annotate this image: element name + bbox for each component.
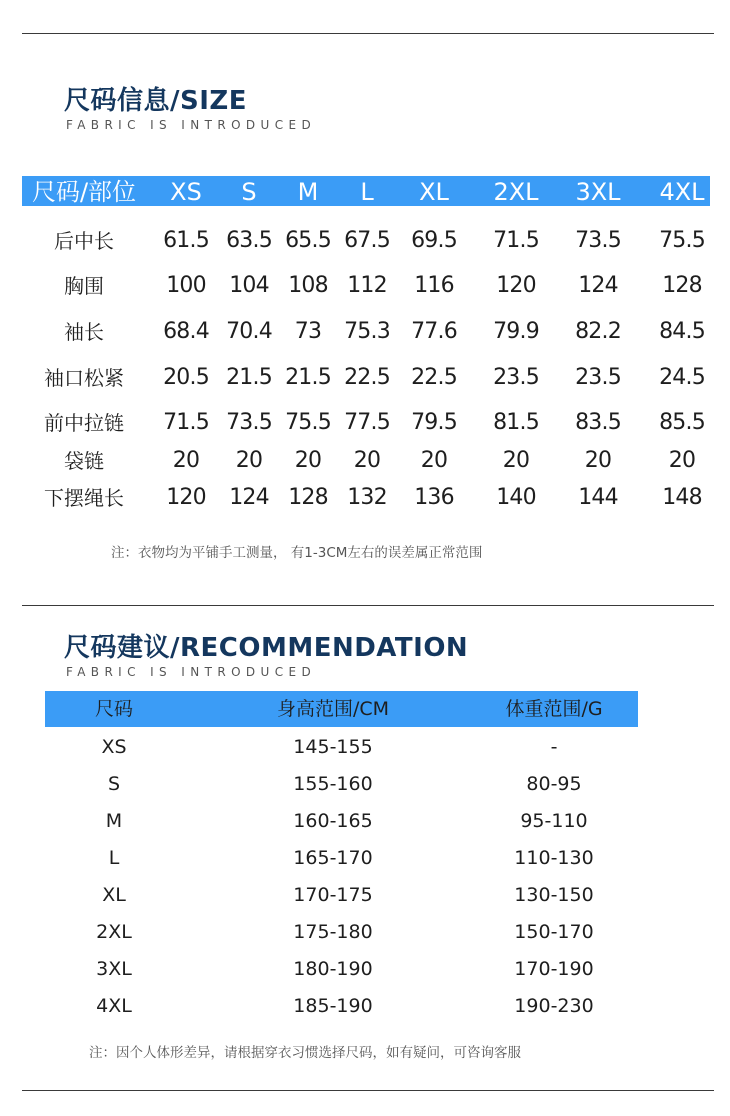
size-cell: 84.5 <box>659 319 705 344</box>
size-cell: 75.5 <box>659 228 705 253</box>
size-cell: 81.5 <box>493 410 539 435</box>
recommend-cell: 130-150 <box>514 884 594 906</box>
recommend-cell: 170-175 <box>293 884 373 906</box>
size-cell: 20 <box>294 448 322 473</box>
size-cell: 69.5 <box>411 228 457 253</box>
recommend-row-size: XL <box>102 884 126 906</box>
size-cell: 22.5 <box>344 365 390 390</box>
recommend-cell: 190-230 <box>514 995 594 1017</box>
size-cell: 23.5 <box>575 365 621 390</box>
size-cell: 20.5 <box>163 365 209 390</box>
size-cell: 23.5 <box>493 365 539 390</box>
size-cell: 128 <box>288 485 328 510</box>
size-cell: 144 <box>578 485 618 510</box>
recommend-cell: 80-95 <box>526 773 582 795</box>
size-cell: 20 <box>235 448 263 473</box>
size-row-label: 后中长 <box>54 229 114 253</box>
size-cell: 20 <box>172 448 200 473</box>
size-cell: 71.5 <box>163 410 209 435</box>
size-header-label: 尺码/部位 <box>31 178 137 206</box>
size-cell: 24.5 <box>659 365 705 390</box>
recommend-row-size: L <box>108 847 120 869</box>
recommend-cell: 170-190 <box>514 958 594 980</box>
recommend-cell: 175-180 <box>293 921 373 943</box>
size-cell: 100 <box>166 273 206 298</box>
recommend-cell: 180-190 <box>293 958 373 980</box>
size-cell: 20 <box>668 448 696 473</box>
recommend-row-size: S <box>107 773 121 795</box>
size-cell: 75.3 <box>344 319 390 344</box>
size-header-cell: 2XL <box>493 178 539 206</box>
size-cell: 73.5 <box>226 410 272 435</box>
size-cell: 85.5 <box>659 410 705 435</box>
size-cell: 124 <box>229 485 269 510</box>
size-row-label: 袋链 <box>64 449 104 473</box>
size-section-subtitle: FABRIC IS INTRODUCED <box>66 118 317 132</box>
size-cell: 73.5 <box>575 228 621 253</box>
size-header-cell: 4XL <box>659 178 705 206</box>
size-cell: 112 <box>347 273 387 298</box>
recommend-row-size: 3XL <box>96 958 132 980</box>
size-header-cell: XL <box>419 178 449 206</box>
recommend-cell: 165-170 <box>293 847 373 869</box>
recommend-note: 注：因个人体形差异，请根据穿衣习惯选择尺码，如有疑问，可咨询客服 <box>89 1045 521 1061</box>
size-cell: 116 <box>414 273 454 298</box>
size-row-label: 胸围 <box>64 274 104 298</box>
top-divider <box>22 33 714 34</box>
recommend-cell: 95-110 <box>520 810 588 832</box>
size-note: 注：衣物均为平铺手工测量， 有1-3CM左右的误差属正常范围 <box>111 545 483 561</box>
size-cell: 136 <box>414 485 454 510</box>
recommend-cell: 150-170 <box>514 921 594 943</box>
recommend-row-size: M <box>105 810 123 832</box>
size-cell: 132 <box>347 485 387 510</box>
size-cell: 21.5 <box>226 365 272 390</box>
middle-divider <box>22 605 714 606</box>
recommend-row-size: 2XL <box>96 921 132 943</box>
recommend-cell: - <box>550 736 558 758</box>
recommend-section-subtitle: FABRIC IS INTRODUCED <box>66 665 317 679</box>
recommend-header-cell: 体重范围/G <box>505 698 603 720</box>
recommend-row-size: 4XL <box>96 995 132 1017</box>
size-cell: 77.6 <box>411 319 457 344</box>
recommend-header-cell: 身高范围/CM <box>276 698 390 720</box>
size-cell: 71.5 <box>493 228 539 253</box>
size-cell: 63.5 <box>226 228 272 253</box>
size-cell: 61.5 <box>163 228 209 253</box>
recommend-cell: 145-155 <box>293 736 373 758</box>
size-header-cell: S <box>241 178 257 206</box>
size-cell: 67.5 <box>344 228 390 253</box>
size-cell: 73 <box>294 319 322 344</box>
size-header-cell: L <box>360 178 374 206</box>
bottom-divider <box>22 1090 714 1091</box>
size-cell: 70.4 <box>226 319 272 344</box>
size-section-title: 尺码信息/SIZE <box>64 86 248 116</box>
size-header-cell: XS <box>170 178 202 206</box>
size-cell: 65.5 <box>285 228 331 253</box>
size-cell: 20 <box>584 448 612 473</box>
recommend-cell: 160-165 <box>293 810 373 832</box>
size-cell: 22.5 <box>411 365 457 390</box>
recommend-cell: 110-130 <box>514 847 594 869</box>
size-cell: 120 <box>166 485 206 510</box>
size-header-cell: 3XL <box>575 178 621 206</box>
size-cell: 20 <box>420 448 448 473</box>
size-cell: 140 <box>496 485 536 510</box>
size-cell: 20 <box>502 448 530 473</box>
size-cell: 68.4 <box>163 319 209 344</box>
size-row-label: 袖长 <box>64 320 104 344</box>
size-cell: 79.5 <box>411 410 457 435</box>
recommend-header-cell: 尺码 <box>94 698 134 720</box>
size-cell: 79.9 <box>493 319 539 344</box>
recommend-cell: 155-160 <box>293 773 373 795</box>
size-cell: 21.5 <box>285 365 331 390</box>
size-cell: 20 <box>353 448 381 473</box>
size-cell: 83.5 <box>575 410 621 435</box>
recommend-cell: 185-190 <box>293 995 373 1017</box>
size-cell: 108 <box>288 273 328 298</box>
size-cell: 128 <box>662 273 702 298</box>
recommend-section-title: 尺码建议/RECOMMENDATION <box>64 633 469 663</box>
size-row-label: 袖口松紧 <box>44 366 124 390</box>
size-row-label: 前中拉链 <box>44 411 124 435</box>
size-row-label: 下摆绳长 <box>44 486 124 510</box>
recommend-row-size: XS <box>101 736 127 758</box>
size-cell: 104 <box>229 273 269 298</box>
size-cell: 82.2 <box>575 319 621 344</box>
size-header-cell: M <box>297 178 319 206</box>
size-cell: 75.5 <box>285 410 331 435</box>
size-cell: 124 <box>578 273 618 298</box>
size-cell: 148 <box>662 485 702 510</box>
size-cell: 77.5 <box>344 410 390 435</box>
size-cell: 120 <box>496 273 536 298</box>
